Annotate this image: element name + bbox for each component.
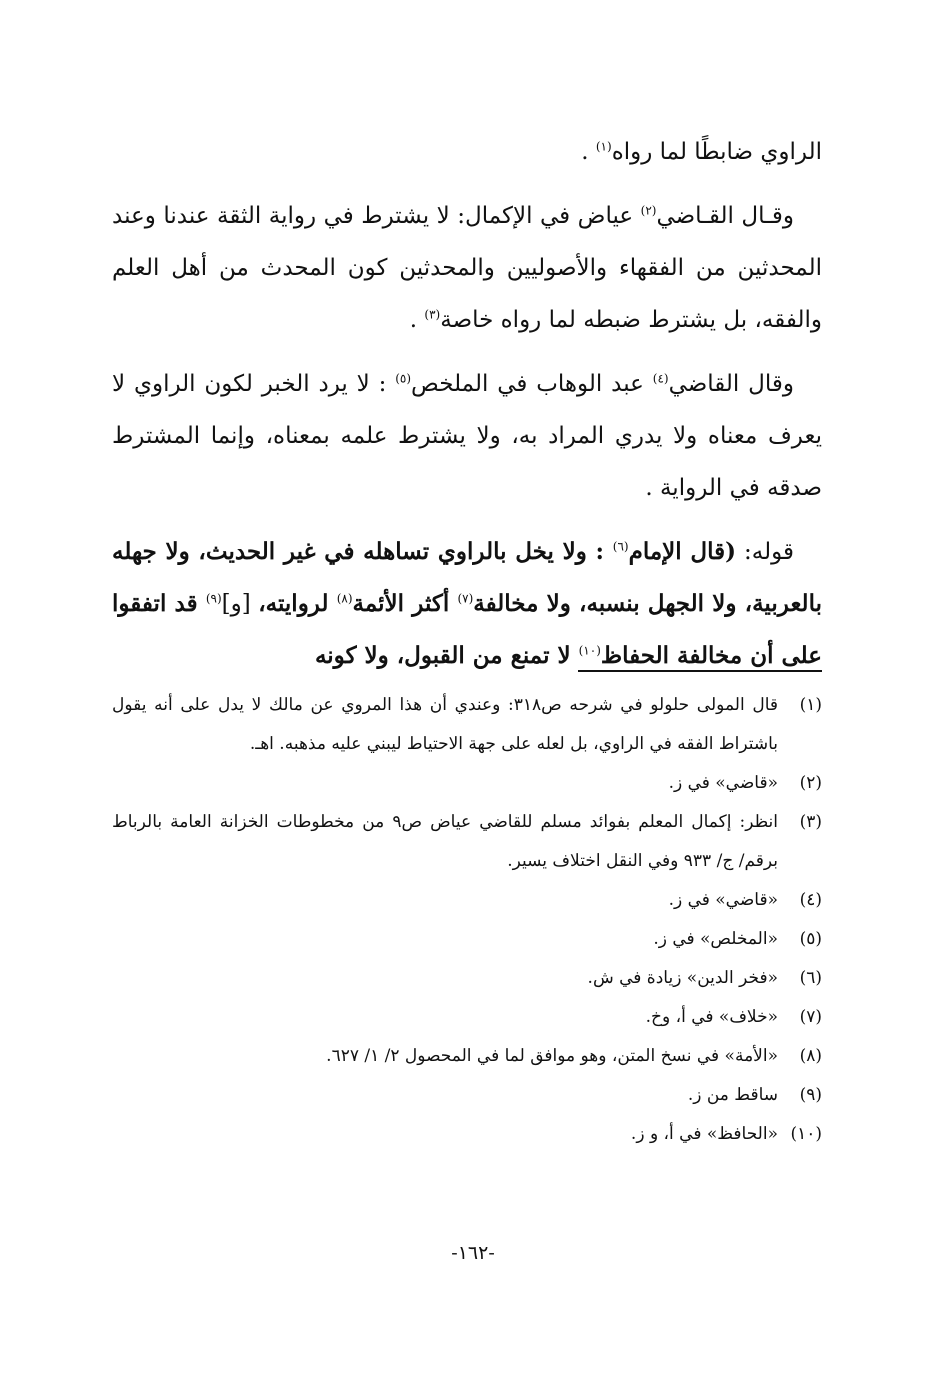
bold-text-run: لروايته، [258,590,337,617]
bold-text-run: : ولا يخل بالراوي تساهله في غير الحديث، ولا جهله بالعربية، ولا الجهل بنسبه، ولا مخالفة [112,538,822,617]
footnote-number: (٧) [799,1007,822,1027]
footnote-6 [112,959,822,998]
footnote-text: «المخلص» في ز. [653,929,778,949]
footnote-number: (٨) [799,1046,822,1066]
text-run: . [581,139,596,165]
text-run: : لا يرد الخبر لكون الراوي لا يعرف معناه ولا يدري المراد به، ولا يشترط علمه بمعناه، وإنما المشترط صدقه في الرواية . [112,371,822,501]
footnote-ref-2: (٢) [640,203,657,218]
page-number: -١٦٢- [451,1242,495,1264]
bold-text-run: قد اتفقوا على أن مخالفة الحفاظ [112,590,822,669]
footnote-1 [112,686,822,764]
footnote-text: ساقط من ز. [687,1085,778,1105]
footnote-text: «الأمة» في نسخ المتن، وهو موافق لما في المحصول ٢/ ١/ ٦٢٧. [326,1046,778,1066]
footnote-2 [112,764,822,803]
footnote-5 [112,920,822,959]
text-run: عياض في الإكمال: لا يشترط في رواية الثقة عندنا وعند المحدثين من الفقهاء والأصوليين والمحدثين كون المحدث من أهل العلم والفقه، بل يشترط ضبطه لما رواه خاصة [112,203,822,333]
footnote-number: (٢) [799,773,822,793]
footnote-number: (١) [799,695,822,715]
paragraph-1 [112,126,822,178]
footnote-8 [112,1037,822,1076]
text-run: وقـال القـاضي [656,203,794,229]
footnote-ref-9: (٩) [205,591,222,606]
footnote-divider [578,670,822,672]
footnote-text: «خلاف» في أ، وخ. [645,1007,778,1027]
bold-text-run: أكثر الأئمة [352,590,458,617]
main-text [112,126,822,694]
footnote-number: (٦) [799,968,822,988]
footnote-number: (٣) [799,812,822,832]
footnote-number: (٤) [799,890,822,910]
footnote-3 [112,803,822,881]
footnote-text: «فخر الدين» زيادة في ش. [587,968,778,988]
footnote-10 [112,1115,822,1154]
footnote-ref-6: (٦) [612,539,629,554]
footnote-number: (١٠) [790,1124,822,1144]
paragraph-4 [112,526,822,682]
footnote-ref-5: (٥) [395,371,412,386]
footnote-text: «قاضي» في ز. [668,773,778,793]
footnote-text: «قاضي» في ز. [668,890,778,910]
footnote-9 [112,1076,822,1115]
footnotes [112,686,822,1154]
footnote-ref-1: (١) [595,139,612,154]
text-run: الراوي ضابطًا لما رواه [611,139,822,165]
footnote-ref-3: (٣) [424,307,441,322]
footnote-number: (٩) [799,1085,822,1105]
footnote-text: «الحافظ» في أ، و ز. [630,1124,778,1144]
bold-text-run: (قال الإمام [628,538,736,565]
footnote-ref-4: (٤) [652,371,669,386]
footnote-ref-8: (٨) [336,591,353,606]
footnote-ref-10: (١٠) [578,643,601,658]
text-run: عبد الوهاب في الملخص [411,371,653,397]
paragraph-2 [112,190,822,346]
text-run: [و] [221,591,259,617]
text-run: وقال القاضي [668,371,794,397]
text-run: . [409,307,425,333]
footnote-ref-7: (٧) [457,591,474,606]
bold-text-run: لا تمنع من القبول، ولا كونه [314,642,579,669]
footnote-text: قال المولى حلولو في شرحه ص٣١٨: وعندي أن هذا المروي عن مالك لا يدل على أنه يقول باشتراط الفقه في الراوي، بل لعله على جهة الاحتياط ليبني عليه مذهبه. اهـ. [112,695,778,754]
footnote-number: (٥) [799,929,822,949]
footnote-7 [112,998,822,1037]
text-run: قوله: [736,539,794,565]
footnote-text: انظر: إكمال المعلم بفوائد مسلم للقاضي عياض ص٩ من مخطوطات الخزانة العامة بالرباط برقم/ ج/ ٩٣٣ وفي النقل اختلاف يسير. [112,812,778,871]
paragraph-3 [112,358,822,514]
footnote-4 [112,881,822,920]
